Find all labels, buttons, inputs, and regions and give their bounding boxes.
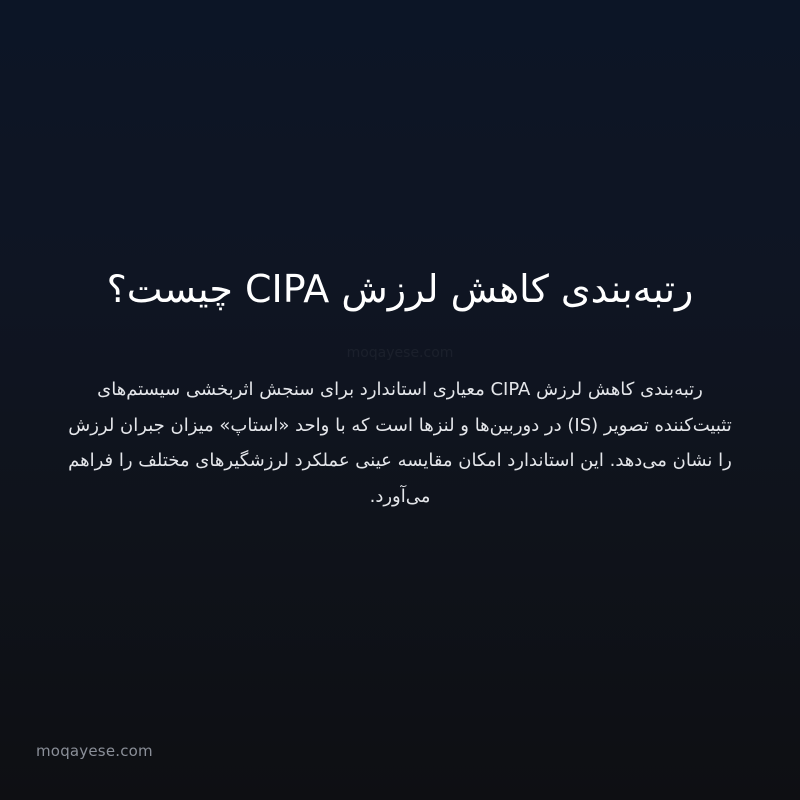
center-watermark: moqayese.com <box>346 345 454 361</box>
page-title: رتبه‌بندی کاهش لرزش CIPA چیست؟ <box>106 267 694 311</box>
site-footer-label: moqayese.com <box>36 742 153 760</box>
description-text: رتبه‌بندی کاهش لرزش CIPA معیاری استاندارد برای سنجش اثربخشی سیستم‌های تثبیت‌کننده تصویر (IS) در دوربین‌ها و لنزها است که با واحد «استاپ» میزان جبران لرزش را نشان می‌دهد. این استاندارد امکان مقایسه عینی عملکرد لرزشگیرهای مختلف را فراهم می‌آورد. <box>68 379 732 507</box>
